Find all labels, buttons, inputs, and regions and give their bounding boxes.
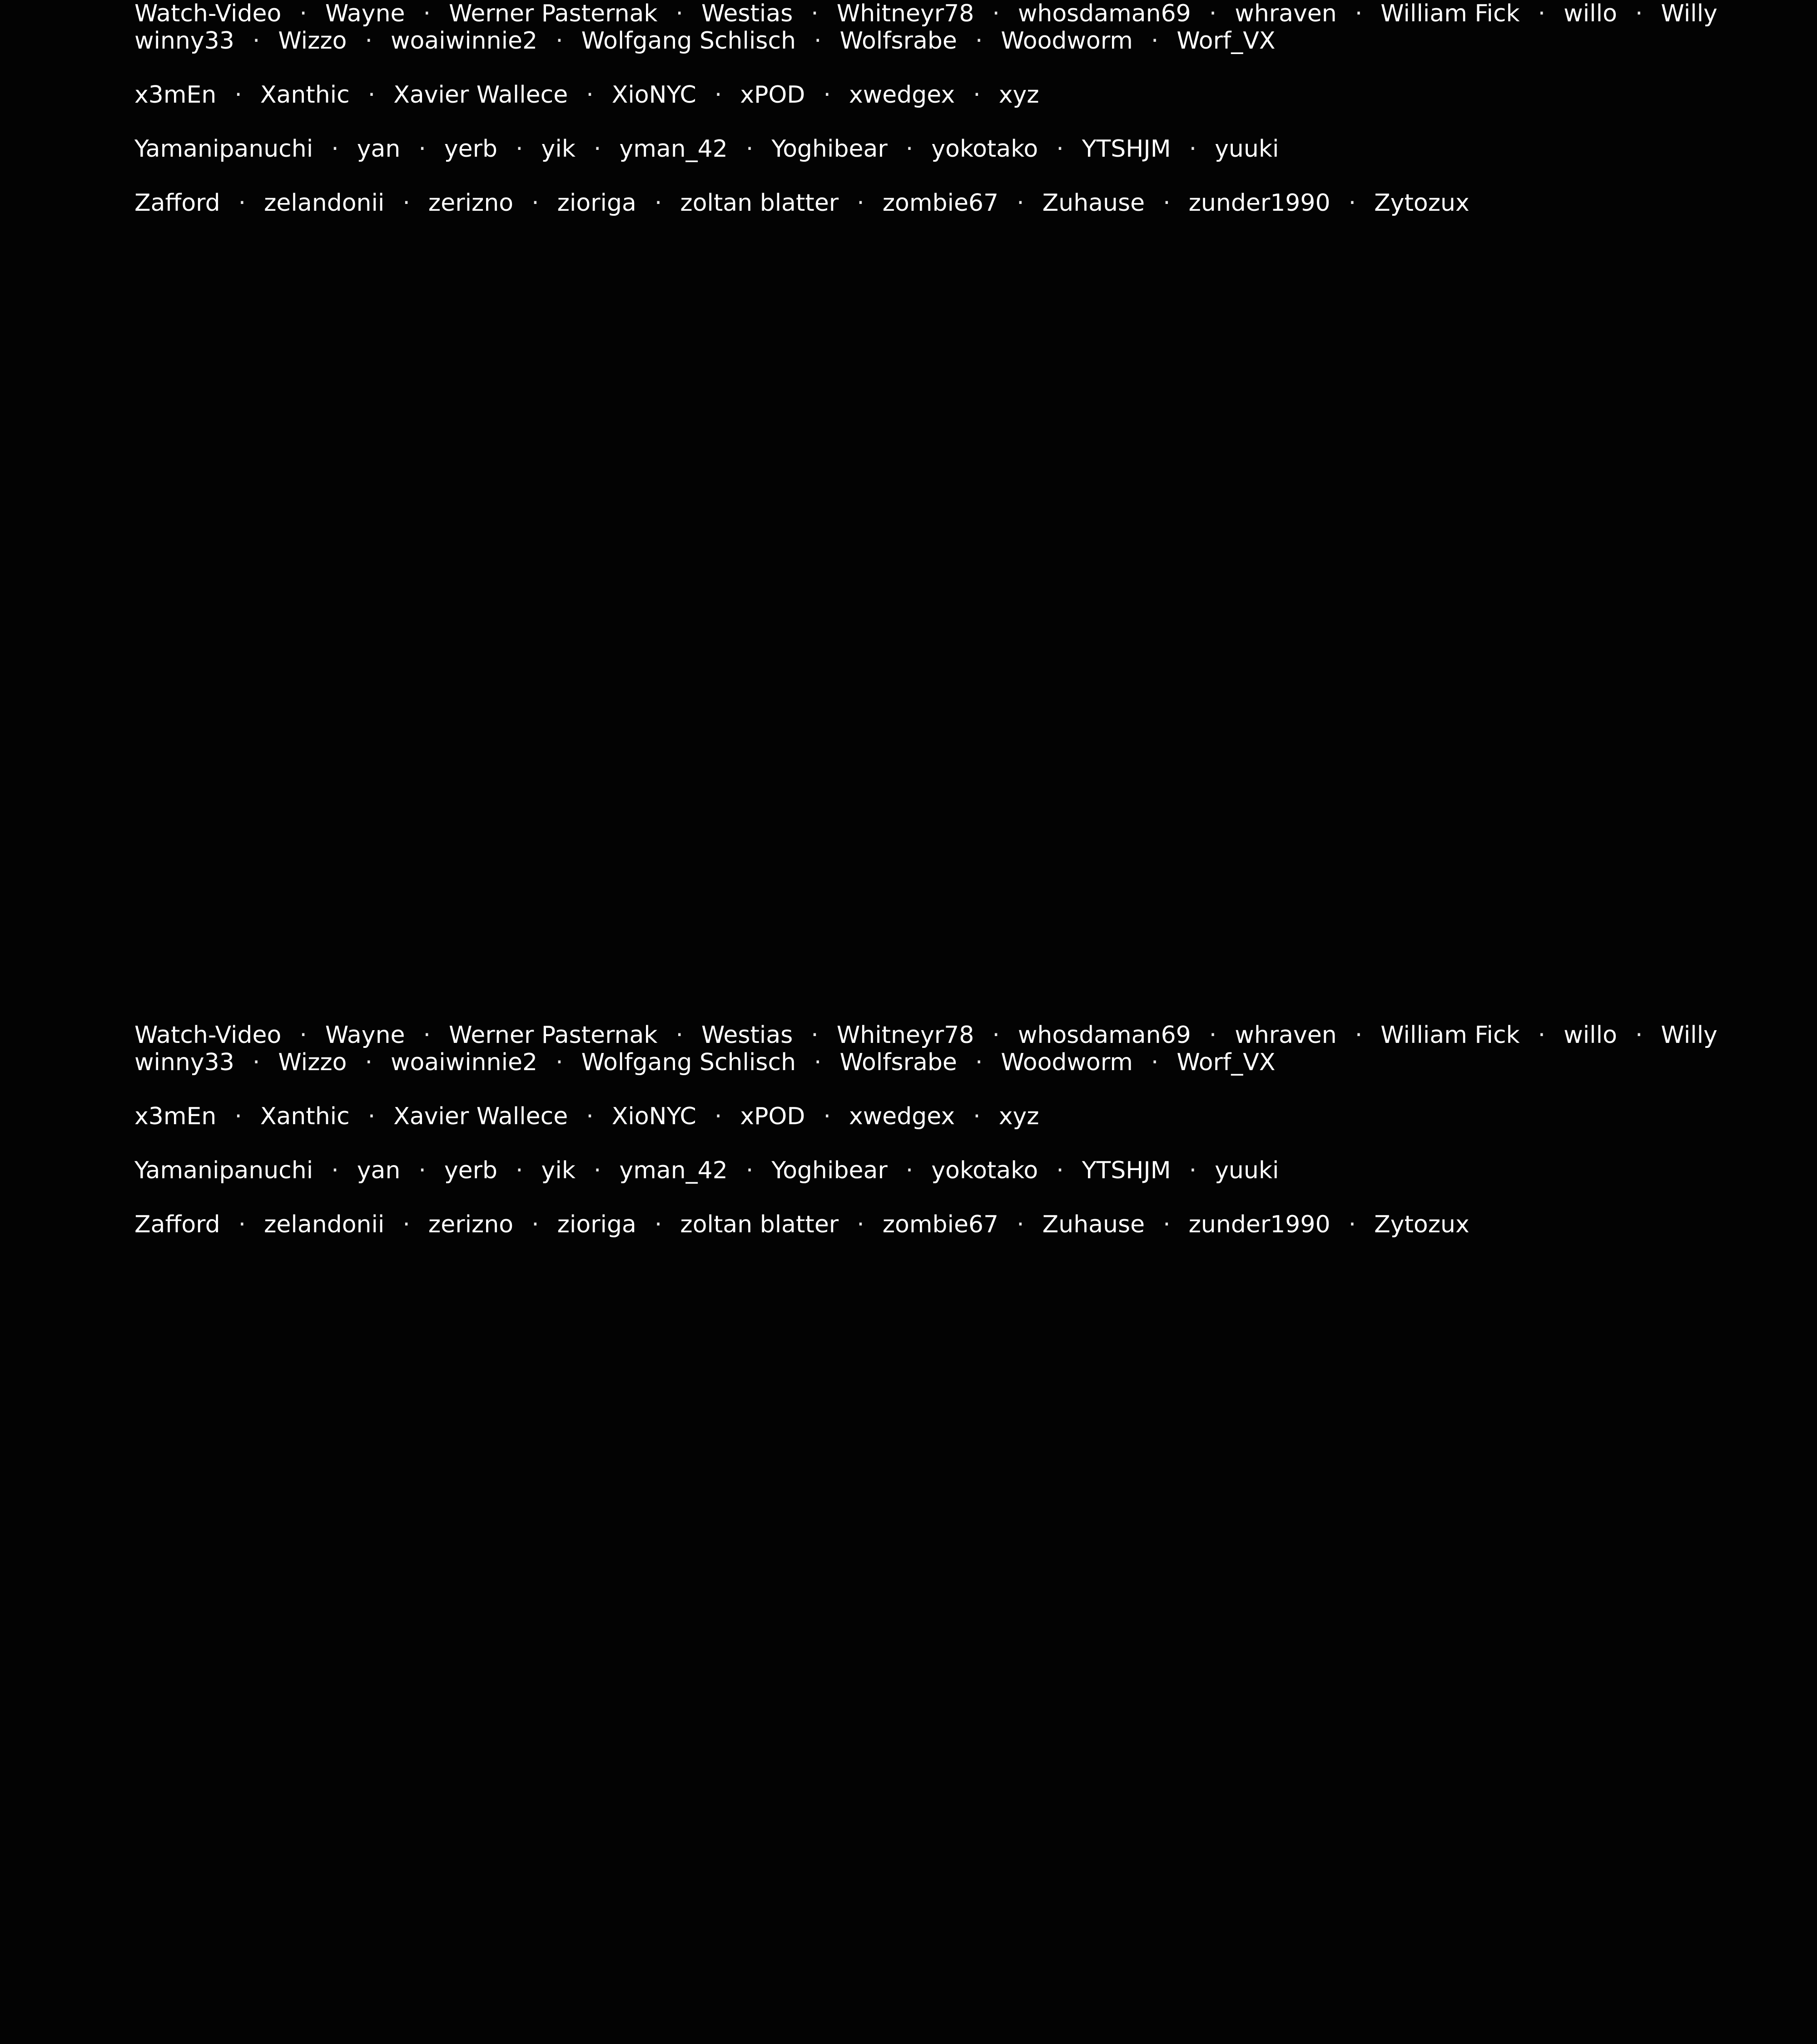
contributor-name: zelandonii [264, 1211, 385, 1238]
contributor-name: William Fick [1380, 1022, 1520, 1049]
separator-dot: · [238, 1211, 246, 1238]
contributor-name: x3mEn [134, 1103, 217, 1130]
contributor-name: x3mEn [134, 81, 217, 109]
separator-dot: · [1163, 189, 1171, 217]
separator-dot: · [905, 135, 913, 163]
contributor-name: Zuhause [1042, 1211, 1145, 1238]
credits-row [134, 1103, 1693, 1130]
separator-dot: · [975, 1049, 983, 1076]
contributor-name: xwedgex [849, 81, 955, 109]
credits-row [134, 1211, 1693, 1238]
contributor-name: Wizzo [278, 1049, 347, 1076]
separator-dot: · [299, 1022, 307, 1049]
contributor-name: zunder1990 [1188, 189, 1330, 217]
separator-dot: · [1635, 0, 1643, 27]
separator-dot: · [556, 1049, 563, 1076]
separator-dot: · [1635, 1022, 1643, 1049]
separator-dot: · [675, 1022, 684, 1049]
separator-dot: · [905, 1157, 913, 1184]
contributor-name: xPOD [740, 1103, 805, 1130]
separator-dot: · [1017, 1211, 1024, 1238]
contributor-name: whosdaman69 [1018, 0, 1191, 27]
separator-dot: · [1355, 0, 1363, 27]
contributor-name: Yoghibear [771, 135, 888, 163]
separator-dot: · [331, 135, 339, 163]
contributor-name: whraven [1235, 1022, 1337, 1049]
separator-dot: · [365, 27, 373, 55]
separator-dot: · [402, 1211, 410, 1238]
separator-dot: · [1355, 1022, 1363, 1049]
contributor-name: zunder1990 [1188, 1211, 1330, 1238]
contributor-name: yman_42 [619, 1157, 728, 1184]
contributor-name: willo [1564, 1022, 1617, 1049]
separator-dot: · [975, 27, 983, 55]
separator-dot: · [593, 1157, 601, 1184]
contributor-name: Watch-Video [134, 1022, 282, 1049]
contributor-name: Yamanipanuchi [134, 135, 313, 163]
contributor-name: Wolfgang Schlisch [581, 27, 796, 55]
contributor-name: Wizzo [278, 27, 347, 55]
separator-dot: · [973, 81, 981, 109]
contributor-name: XioNYC [611, 1103, 696, 1130]
separator-dot: · [252, 1049, 260, 1076]
contributor-name: zombie67 [882, 1211, 999, 1238]
contributor-name: xPOD [740, 81, 805, 109]
credits-row [134, 1022, 1718, 1049]
contributor-name: yerb [444, 1157, 498, 1184]
separator-dot: · [654, 1211, 662, 1238]
contributor-name: xwedgex [849, 1103, 955, 1130]
contributor-name: Woodworm [1001, 27, 1133, 55]
separator-dot: · [1209, 0, 1217, 27]
contributor-name: zioriga [557, 1211, 636, 1238]
credits-row [134, 1157, 1693, 1184]
credits-row [134, 135, 1693, 163]
contributor-name: Woodworm [1001, 1049, 1133, 1076]
contributor-name: Westias [701, 0, 793, 27]
contributor-name: xyz [998, 1103, 1039, 1130]
separator-dot: · [367, 1103, 376, 1130]
separator-dot: · [418, 1157, 426, 1184]
separator-dot: · [238, 189, 246, 217]
separator-dot: · [814, 27, 822, 55]
contributor-name: zioriga [557, 189, 636, 217]
contributor-name: Wolfsrabe [839, 27, 957, 55]
contributor-name: zoltan blatter [680, 189, 839, 217]
separator-dot: · [823, 1103, 831, 1130]
contributor-name: Zafford [134, 1211, 220, 1238]
contributor-name: yan [357, 135, 401, 163]
contributor-name: Yamanipanuchi [134, 1157, 313, 1184]
separator-dot: · [1056, 135, 1064, 163]
separator-dot: · [234, 81, 242, 109]
separator-dot: · [811, 1022, 819, 1049]
contributor-name: willo [1564, 0, 1617, 27]
separator-dot: · [1209, 1022, 1217, 1049]
contributor-name: yik [541, 1157, 576, 1184]
separator-dot: · [423, 1022, 431, 1049]
separator-dot: · [745, 135, 754, 163]
contributor-name: woaiwinnie2 [391, 1049, 538, 1076]
contributor-name: zoltan blatter [680, 1211, 839, 1238]
separator-dot: · [367, 81, 376, 109]
separator-dot: · [1348, 1211, 1356, 1238]
credits-row [134, 81, 1693, 109]
contributor-name: yuuki [1215, 1157, 1279, 1184]
credits-row [134, 0, 1718, 27]
credits-list-bottom [134, 1022, 1718, 1265]
contributor-name: xyz [998, 81, 1039, 109]
separator-dot: · [1189, 1157, 1197, 1184]
contributor-name: winny33 [134, 27, 234, 55]
contributor-name: yik [541, 135, 576, 163]
contributor-name: yuuki [1215, 135, 1279, 163]
separator-dot: · [516, 1157, 523, 1184]
contributor-name: zerizno [428, 1211, 514, 1238]
contributor-name: Xavier Wallece [393, 81, 568, 109]
separator-dot: · [714, 1103, 722, 1130]
separator-dot: · [675, 0, 684, 27]
contributor-name: YTSHJM [1082, 135, 1171, 163]
contributor-name: Willy [1661, 1022, 1718, 1049]
contributor-name: Xavier Wallece [393, 1103, 568, 1130]
separator-dot: · [586, 1103, 594, 1130]
separator-dot: · [745, 1157, 754, 1184]
separator-dot: · [814, 1049, 822, 1076]
contributor-name: Wayne [325, 1022, 405, 1049]
contributor-name: yerb [444, 135, 498, 163]
contributor-name: whosdaman69 [1018, 1022, 1191, 1049]
contributor-name: Xanthic [260, 1103, 350, 1130]
contributor-name: whraven [1235, 0, 1337, 27]
contributor-name: woaiwinnie2 [391, 27, 538, 55]
separator-dot: · [234, 1103, 242, 1130]
contributor-name: Zytozux [1374, 189, 1469, 217]
separator-dot: · [423, 0, 431, 27]
separator-dot: · [365, 1049, 373, 1076]
separator-dot: · [857, 1211, 864, 1238]
contributor-name: zerizno [428, 189, 514, 217]
credits-row [134, 1049, 1693, 1076]
contributor-name: Yoghibear [771, 1157, 888, 1184]
contributor-name: Xanthic [260, 81, 350, 109]
separator-dot: · [1538, 0, 1546, 27]
separator-dot: · [973, 1103, 981, 1130]
separator-dot: · [992, 1022, 1000, 1049]
contributor-name: William Fick [1380, 0, 1520, 27]
separator-dot: · [1348, 189, 1356, 217]
separator-dot: · [857, 189, 864, 217]
separator-dot: · [823, 81, 831, 109]
contributor-name: yman_42 [619, 135, 728, 163]
separator-dot: · [811, 0, 819, 27]
separator-dot: · [714, 81, 722, 109]
contributor-name: winny33 [134, 1049, 234, 1076]
contributor-name: Worf_VX [1177, 27, 1276, 55]
separator-dot: · [331, 1157, 339, 1184]
contributor-name: yan [357, 1157, 401, 1184]
separator-dot: · [1538, 1022, 1546, 1049]
contributor-name: Zytozux [1374, 1211, 1469, 1238]
separator-dot: · [556, 27, 563, 55]
separator-dot: · [1151, 1049, 1159, 1076]
credits-list-top [134, 0, 1718, 243]
separator-dot: · [402, 189, 410, 217]
separator-dot: · [531, 1211, 539, 1238]
separator-dot: · [252, 27, 260, 55]
contributor-name: Worf_VX [1177, 1049, 1276, 1076]
credits-row [134, 189, 1693, 217]
separator-dot: · [992, 0, 1000, 27]
separator-dot: · [1163, 1211, 1171, 1238]
separator-dot: · [1151, 27, 1159, 55]
separator-dot: · [418, 135, 426, 163]
separator-dot: · [593, 135, 601, 163]
separator-dot: · [299, 0, 307, 27]
separator-dot: · [1189, 135, 1197, 163]
contributor-name: Wolfsrabe [839, 1049, 957, 1076]
contributor-name: zelandonii [264, 189, 385, 217]
contributor-name: Whitneyr78 [836, 1022, 974, 1049]
contributor-name: yokotako [931, 135, 1038, 163]
contributor-name: zombie67 [882, 189, 999, 217]
contributor-name: Wolfgang Schlisch [581, 1049, 796, 1076]
separator-dot: · [586, 81, 594, 109]
credits-row [134, 27, 1693, 55]
contributor-name: Westias [701, 1022, 793, 1049]
separator-dot: · [654, 189, 662, 217]
contributor-name: Zuhause [1042, 189, 1145, 217]
separator-dot: · [1017, 189, 1024, 217]
contributor-name: XioNYC [611, 81, 696, 109]
separator-dot: · [1056, 1157, 1064, 1184]
contributor-name: Watch-Video [134, 0, 282, 27]
contributor-name: Willy [1661, 0, 1718, 27]
contributor-name: YTSHJM [1082, 1157, 1171, 1184]
separator-dot: · [531, 189, 539, 217]
contributor-name: Whitneyr78 [836, 0, 974, 27]
separator-dot: · [516, 135, 523, 163]
contributor-name: yokotako [931, 1157, 1038, 1184]
contributor-name: Zafford [134, 189, 220, 217]
contributor-name: Wayne [325, 0, 405, 27]
contributor-name: Werner Pasternak [449, 1022, 658, 1049]
contributor-name: Werner Pasternak [449, 0, 658, 27]
